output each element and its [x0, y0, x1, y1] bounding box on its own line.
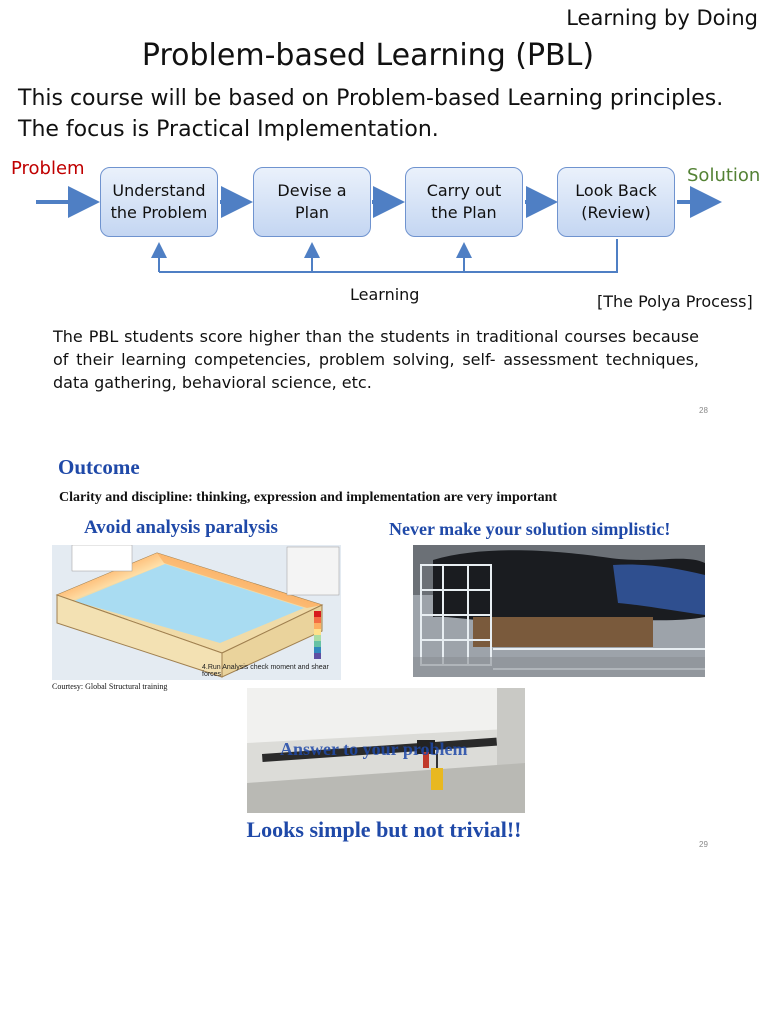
fea-model-graphic [52, 545, 341, 680]
page-title: Problem-based Learning (PBL) [141, 38, 595, 73]
step-carry-out-plan [405, 167, 523, 237]
simplistic-heading: Never make your solution simplistic! [389, 519, 671, 539]
learning-loop [159, 239, 617, 272]
page-number: 29 [699, 840, 708, 849]
closing-heading: Looks simple but not trivial!! [246, 817, 522, 842]
fea-analysis-image [52, 545, 341, 680]
step-understand-problem [100, 167, 218, 237]
step-label: (Review) [581, 203, 651, 222]
outcome-heading: Outcome [58, 455, 140, 479]
problem-label: Problem [11, 158, 85, 179]
solution-label: Solution [687, 165, 761, 186]
step-label: Look Back [575, 181, 657, 200]
flow-arrows [0, 0, 768, 300]
learning-label: Learning [350, 285, 420, 304]
workshop-photo [413, 545, 705, 677]
clarity-statement: Clarity and discipline: thinking, expression and implementation are very important [59, 490, 558, 505]
workshop-scene [413, 545, 705, 677]
intro-line-2: The focus is Practical Implementation. [18, 117, 439, 142]
step-label: Understand [112, 181, 206, 200]
step-label: the Plan [431, 203, 497, 222]
step-label: Devise a [277, 181, 347, 200]
tagline: Learning by Doing [566, 6, 758, 30]
fea-caption: 4.Run Analysis check moment and shear forces [202, 664, 329, 678]
color-legend [314, 611, 321, 659]
step-look-back [557, 167, 675, 237]
pbl-paragraph: The PBL students score higher than the students in traditional courses because of their learning competencies, problem solving, self- assessment techniques, data gathering, behavioral science, etc. [53, 327, 699, 392]
step-label: Plan [294, 203, 330, 222]
intro-line-1: This course will be based on Problem-based Learning principles. [18, 86, 724, 111]
page-number: 28 [699, 406, 708, 415]
crane-photo [247, 688, 525, 813]
polya-source: [The Polya Process] [597, 292, 753, 311]
courtesy-credit: Courtesy: Global Structural training [52, 682, 168, 691]
step-devise-plan [253, 167, 371, 237]
step-label: Carry out [426, 181, 502, 200]
step-label: the Problem [110, 203, 208, 222]
avoid-paralysis-heading: Avoid analysis paralysis [84, 517, 278, 538]
answer-overlay: Answer to your problem [280, 739, 468, 759]
